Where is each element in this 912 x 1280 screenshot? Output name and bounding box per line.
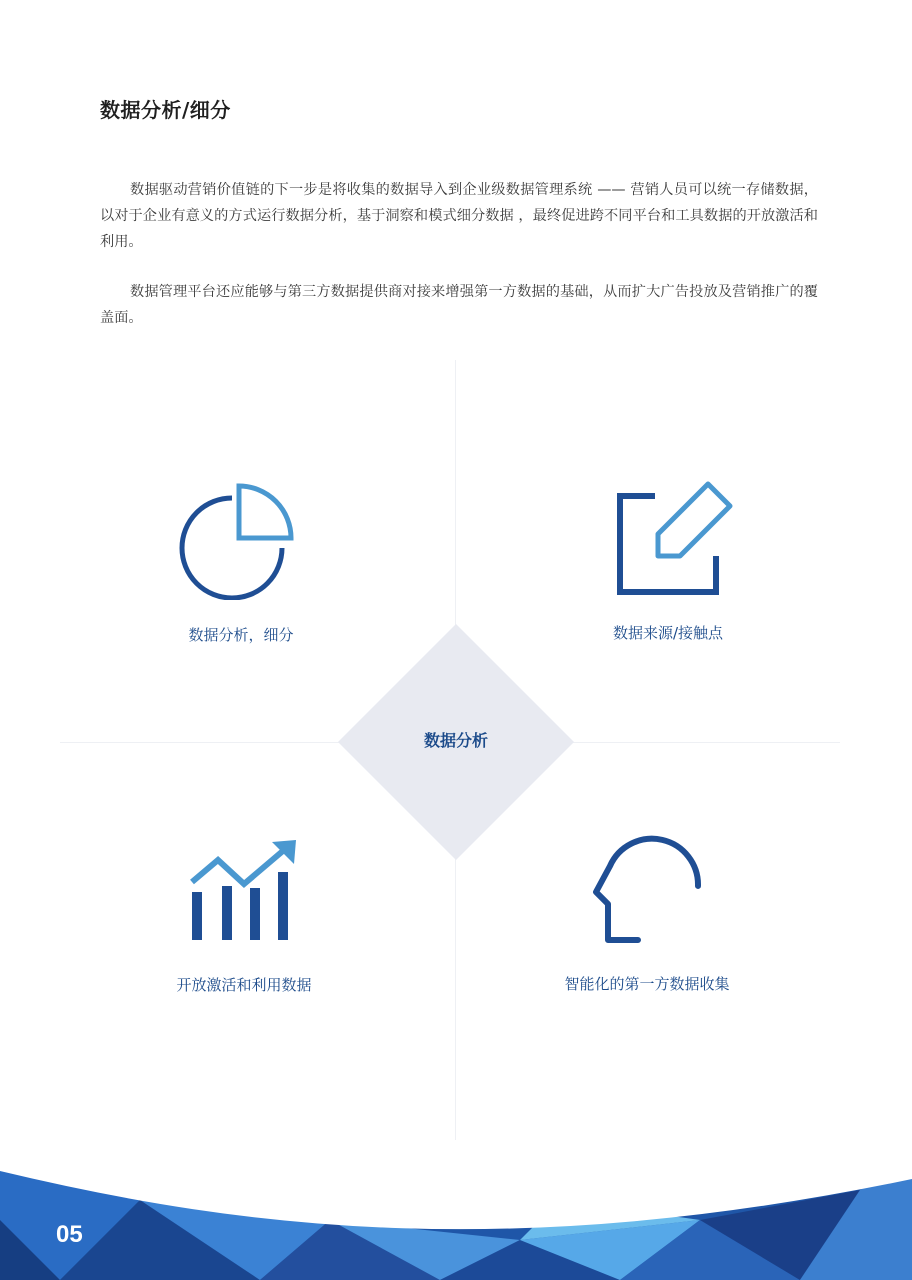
center-diamond [338, 624, 574, 860]
growth-chart-icon [188, 838, 302, 942]
bar-2 [222, 886, 232, 940]
bar-4 [278, 872, 288, 940]
page-number: 05 [56, 1221, 83, 1248]
label-first-party-collection: 智能化的第一方数据收集 [564, 975, 730, 993]
data-analysis-diagram [0, 360, 912, 1160]
pie-chart-icon [176, 480, 300, 600]
head-profile-icon [588, 830, 708, 946]
label-data-segmentation: 数据分析，细分 [188, 626, 294, 644]
page-title: 数据分析/细分 [100, 98, 231, 122]
label-activate-data: 开放激活和利用数据 [176, 976, 312, 994]
label-data-sources: 数据来源/接触点 [612, 624, 724, 642]
edit-icon [610, 478, 740, 602]
paragraph-1: 数据驱动营销价值链的下一步是将收集的数据导入到企业级数据管理系统 —— 营销人员可以统一存储数据，以对于企业有意义的方式运行数据分析，基于洞察和模式细分数据 ，最终促进跨不同平台和工具数据的开放激活和利用。 [100, 182, 818, 250]
bar-1 [192, 892, 202, 940]
bar-3 [250, 888, 260, 940]
footer-polygon-band [0, 1160, 912, 1280]
paragraph-2: 数据管理平台还应能够与第三方数据提供商对接来增强第一方数据的基础，从而扩大广告投放及营销推广的覆盖面。 [100, 284, 818, 326]
center-label: 数据分析 [423, 731, 488, 750]
